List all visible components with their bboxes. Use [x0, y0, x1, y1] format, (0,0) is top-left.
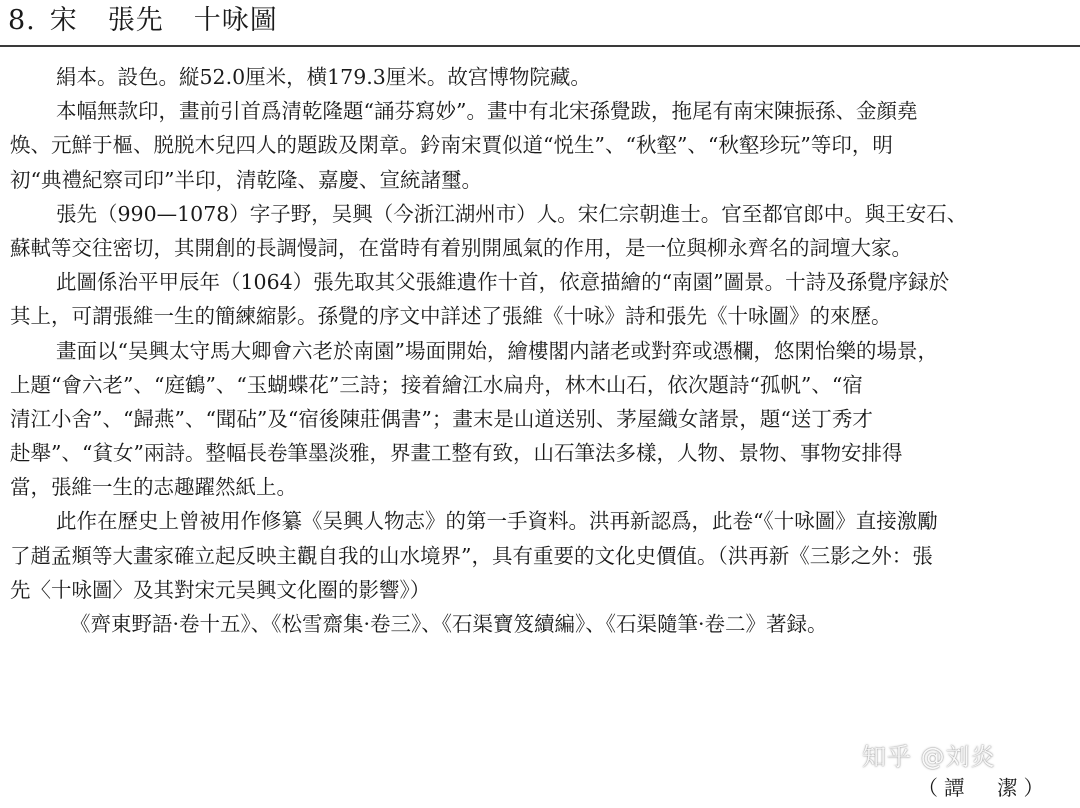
bibliography-line: 《齊東野語·卷十五》、《松雪齋集·卷三》、《石渠寶笈續編》、《石渠隨筆·卷二》著録。 — [70, 612, 828, 636]
text-line: 其上，可謂張維一生的簡練縮影。孫覺的序文中詳述了張維《十咏》詩和張先《十咏圖》的來歷。 — [10, 304, 892, 329]
entry-heading — [8, 2, 278, 40]
text-line: 焕、元鮮于樞、脱脱木兒四人的題跋及閑章。鈐南宋賈似道“悦生”、“秋壑”、“秋壑珍玩”等印，明 — [10, 133, 893, 158]
text-line: 蘇軾等交往密切，其開創的長調慢詞，在當時有着别開風氣的作用，是一位與柳永齊名的詞壇大家。 — [10, 235, 912, 260]
text-line: 絹本。設色。縦52.0厘米，横179.3厘米。故宫博物院藏。 — [56, 65, 591, 89]
heading-divider — [0, 45, 1080, 47]
entry-dynasty: 宋 — [49, 5, 78, 36]
text-line: 先〈十咏圖〉及其對宋元吴興文化圈的影響》） — [10, 577, 431, 602]
entry-number: 8. — [8, 5, 36, 36]
author-signature: （譚 潔） — [917, 776, 1050, 800]
text-line: 畫面以“吴興太守馬大卿會六老於南園”場面開始，繪樓閣内諸老或對弈或憑欄，悠閑怡樂的場景， — [56, 338, 938, 363]
text-line: 清江小舍”、“歸燕”、“聞砧”及“宿後陳莊偶書”；畫末是山道送别、茅屋織女諸景，題“送丁秀才 — [10, 406, 873, 431]
text-line: 上題“會六老”、“庭鶴”、“玉蝴蝶花”三詩；接着繪江水扁舟，林木山石，依次題詩“孤帆”、“宿 — [10, 372, 863, 397]
text-line: 本幅無款印，畫前引首爲清乾隆題“誦芬寫妙”。畫中有北宋孫覺跋，拖尾有南宋陳振孫、金顔堯 — [56, 99, 918, 124]
text-line: 此作在歷史上曾被用作修纂《吴興人物志》的第一手資料。洪再新認爲，此卷“《十咏圖》直接激勵 — [56, 509, 938, 534]
text-line: 當，張維一生的志趣躍然紙上。 — [10, 475, 297, 500]
entry-body — [0, 60, 1080, 641]
text-line: 此圖係治平甲辰年（1064）張先取其父張維遺作十首，依意描繪的“南園”圖景。十詩及孫覺序録於 — [56, 270, 950, 295]
text-line: 張先（990—1078）字子野，吴興（今浙江湖州市）人。宋仁宗朝進士。官至都官郎中。與王安石、 — [56, 201, 968, 226]
entry-artist: 張先 — [107, 5, 164, 36]
text-line: 了趙孟頫等大畫家確立起反映主觀自我的山水境界”，具有重要的文化史價值。（洪再新《三影之外：張 — [10, 543, 933, 568]
text-line: 赴舉”、“貧女”兩詩。整幅長卷筆墨淡雅，界畫工整有致，山石筆法多樣，人物、景物、事物安排得 — [10, 441, 903, 466]
zhihu-watermark: 知乎 @刘炎 — [862, 743, 996, 771]
text-line: 初“典禮紀察司印”半印，清乾隆、嘉慶、宣統諸璽。 — [10, 167, 482, 192]
entry-title: 十咏圖 — [193, 5, 278, 36]
